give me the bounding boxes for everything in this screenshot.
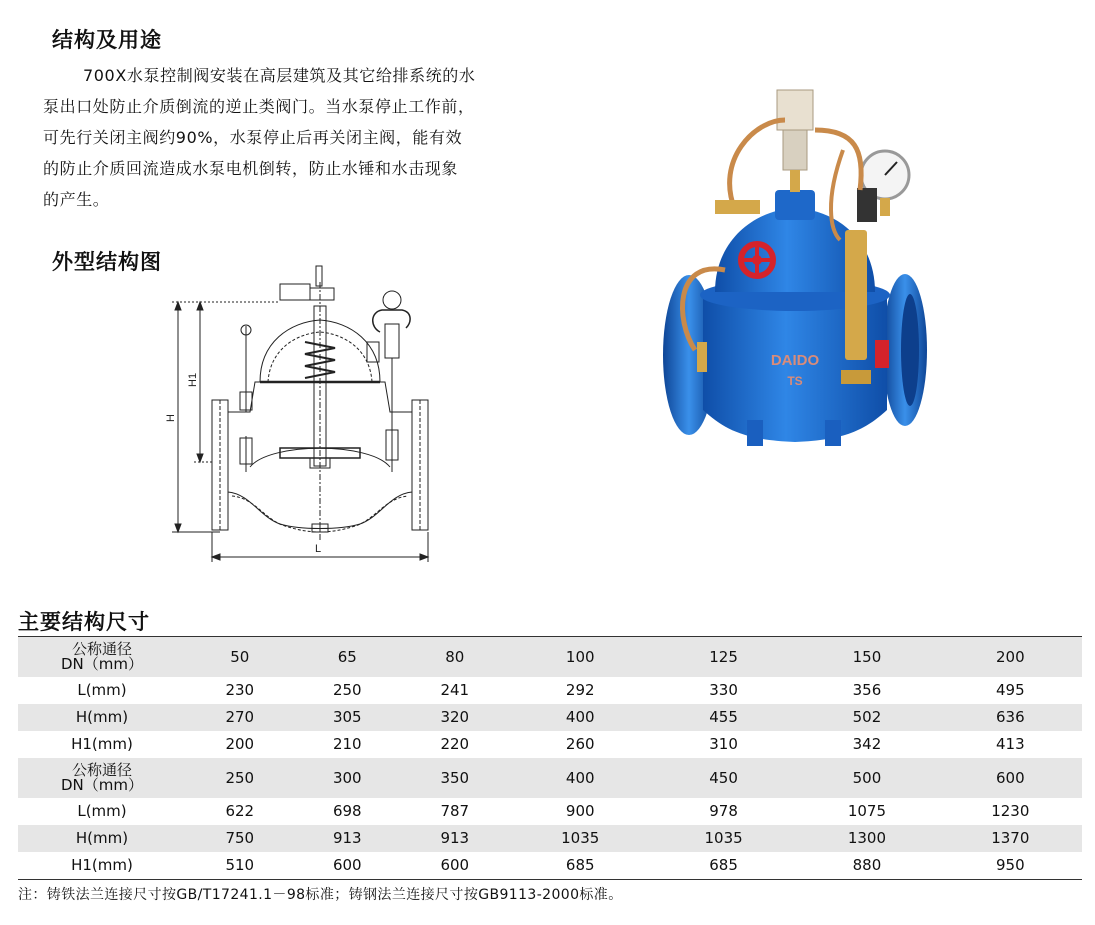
- table-cell: 250: [332, 681, 362, 699]
- row-label-line: L(mm): [77, 802, 127, 820]
- table-cell: 241: [440, 681, 470, 699]
- product-ts-mark: TS: [787, 374, 803, 388]
- table-cell: 310: [709, 735, 738, 753]
- table-cell: 260: [565, 735, 595, 753]
- table-cell: 450: [652, 758, 795, 798]
- table-cell: 600: [332, 856, 362, 874]
- table-cell: 220: [440, 735, 470, 753]
- row-label-line: DN（mm）: [61, 776, 143, 794]
- table-cell: 356: [852, 681, 882, 699]
- row-label-line: H1(mm): [71, 856, 133, 874]
- row-label: [18, 704, 186, 731]
- row-label-line: H(mm): [75, 829, 129, 847]
- valve-technical-drawing: [160, 262, 450, 572]
- table-cell: 880: [852, 856, 882, 874]
- table-cell: 292: [565, 681, 595, 699]
- table-cell: 200: [225, 735, 255, 753]
- table-cell: 150: [795, 637, 938, 678]
- table-cell: 320: [401, 704, 509, 731]
- table-cell: 200: [939, 637, 1082, 678]
- table-row: [18, 852, 1082, 880]
- product-brand-mark: DAIDO: [770, 352, 820, 369]
- description-line: 的产生。: [43, 190, 110, 209]
- table-cell: 1035: [652, 825, 795, 852]
- table-cell: 913: [401, 825, 509, 852]
- table-cell: 80: [401, 637, 509, 678]
- table-cell: 978: [709, 802, 738, 820]
- table-cell: 622: [225, 802, 255, 820]
- description-paragraph: [43, 60, 563, 215]
- table-footnote: 注：铸铁法兰连接尺寸按GB/T17241.1－98标准；铸钢法兰连接尺寸按GB9113-2000标准。: [18, 887, 623, 903]
- table-cell: 685: [565, 856, 595, 874]
- dimension-label-h1: H1: [187, 372, 199, 387]
- description-line: 的防止介质回流造成水泵电机倒转，防止水锤和水击现象: [43, 159, 459, 178]
- table-cell: 1370: [939, 825, 1082, 852]
- row-label-line: DN（mm）: [61, 655, 143, 673]
- table-cell: 1035: [509, 825, 652, 852]
- table-cell: 1230: [991, 802, 1030, 820]
- dimension-label-h: H: [165, 414, 177, 422]
- table-cell: 413: [995, 735, 1025, 753]
- table-cell: 270: [186, 704, 294, 731]
- table-row: [18, 637, 1082, 678]
- row-label: [18, 731, 186, 758]
- table-cell: 50: [186, 637, 294, 678]
- row-label-line: 公称通径: [71, 761, 132, 779]
- table-cell: 502: [795, 704, 938, 731]
- table-cell: 950: [995, 856, 1025, 874]
- table-cell: 900: [565, 802, 595, 820]
- description-line: 可先行关闭主阀约90%，水泵停止后再关闭主阀，能有效: [43, 128, 463, 147]
- table-cell: 500: [795, 758, 938, 798]
- table-cell: 100: [509, 637, 652, 678]
- table-cell: 230: [225, 681, 255, 699]
- table-cell: 455: [652, 704, 795, 731]
- row-label: [18, 758, 186, 798]
- table-cell: 125: [652, 637, 795, 678]
- row-label: [18, 825, 186, 852]
- table-cell: 330: [709, 681, 738, 699]
- section-heading-dimensions: 主要结构尺寸: [18, 609, 150, 634]
- row-label-line: H(mm): [75, 708, 129, 726]
- table-row: [18, 825, 1082, 852]
- dimensions-table: [18, 636, 1082, 880]
- table-row: [18, 731, 1082, 758]
- description-line: 泵出口处防止介质倒流的逆止类阀门。当水泵停止工作前，: [43, 97, 475, 116]
- valve-product-photo: [655, 80, 935, 460]
- table-cell: 350: [401, 758, 509, 798]
- row-label: [18, 637, 186, 678]
- table-row: [18, 677, 1082, 704]
- table-cell: 600: [440, 856, 470, 874]
- table-cell: 65: [294, 637, 402, 678]
- table-cell: 750: [186, 825, 294, 852]
- table-cell: 400: [509, 704, 652, 731]
- row-label: [18, 798, 186, 825]
- row-label: [18, 852, 186, 880]
- table-row: [18, 798, 1082, 825]
- table-cell: 787: [440, 802, 470, 820]
- table-cell: 600: [939, 758, 1082, 798]
- table-cell: 1300: [795, 825, 938, 852]
- table-cell: 495: [995, 681, 1025, 699]
- table-cell: 698: [332, 802, 362, 820]
- row-label-line: H1(mm): [71, 735, 133, 753]
- table-cell: 210: [332, 735, 362, 753]
- table-row: [18, 704, 1082, 731]
- table-cell: 510: [225, 856, 255, 874]
- row-label-line: L(mm): [77, 681, 127, 699]
- table-cell: 300: [294, 758, 402, 798]
- table-cell: 400: [509, 758, 652, 798]
- description-line: 700X水泵控制阀安装在高层建筑及其它给排系统的水: [83, 66, 476, 85]
- table-cell: 913: [294, 825, 402, 852]
- table-cell: 685: [709, 856, 738, 874]
- table-cell: 305: [294, 704, 402, 731]
- row-label-line: 公称通径: [71, 640, 132, 658]
- section-heading-usage: 结构及用途: [52, 27, 162, 52]
- section-heading-drawing: 外型结构图: [52, 249, 162, 274]
- dimension-label-l: L: [315, 543, 322, 555]
- row-label: [18, 677, 186, 704]
- table-cell: 342: [852, 735, 882, 753]
- table-cell: 250: [186, 758, 294, 798]
- table-cell: 636: [939, 704, 1082, 731]
- table-cell: 1075: [847, 802, 887, 820]
- table-row: [18, 758, 1082, 798]
